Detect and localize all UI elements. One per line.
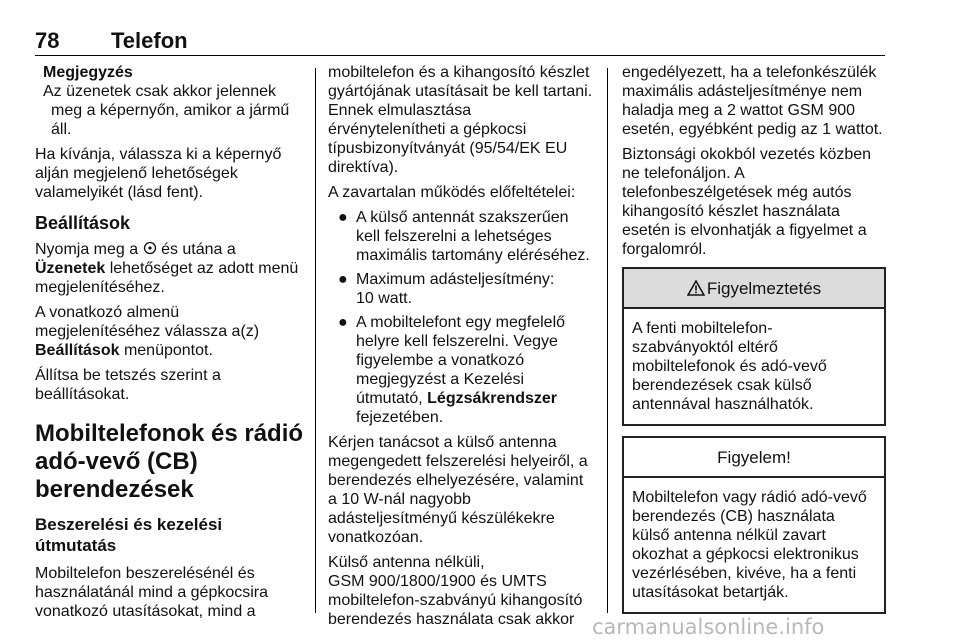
paragraph: mobiltelefon és a kihangosító készlet gyártójának utasításait be kell tartani. Ennek elmulasztása érvénytelenítheti a gépkocsi típusbizonyítványát (95/54/EK EU direktíva).	[328, 64, 593, 176]
section-title: Telefon	[111, 28, 188, 53]
note-line: áll.	[51, 121, 72, 138]
home-icon	[143, 241, 157, 255]
warning-body: A fenti mobiltelefon- szabványoktól eltérő mobiltelefonok és adó-vevő berendezések csak külső antennával használhatók.	[632, 320, 827, 413]
caution-header	[624, 438, 884, 478]
paragraph: Nyomja meg a és utána a Üzenetek lehetőséget az adott menü megjelenítéséhez.	[35, 241, 299, 296]
caution-title: Figyelem!	[717, 447, 791, 467]
note-title: Megjegyzés	[43, 64, 133, 81]
paragraph: Mobiltelefon beszerelésénél és használatánál mind a gépkocsira vonatkozó utasításokat, mind a	[35, 565, 269, 620]
list-item: ● A mobiltelefont egy megfelelő helyre kell felszerelni. Vegye figyelembe a vonatkozó megjegyzést a Kezelési útmutató, Légzsákrendszer fejezetében.	[338, 314, 566, 426]
column-2	[328, 63, 600, 635]
paragraph: A vonatkozó almenü megjelenítéséhez válassza a(z) Beállítások menüpontot.	[35, 304, 260, 359]
column-1	[35, 63, 305, 627]
header-rule	[35, 55, 885, 56]
page-number: 78	[35, 28, 60, 53]
heading-settings: Beállítások	[35, 213, 131, 233]
paragraph: A zavartalan működés előfeltételei:	[328, 184, 576, 201]
note	[35, 63, 305, 139]
paragraph: Külső antenna nélküli, GSM 900/1800/1900 és UMTS mobiltelefon-szabványú kihangosító berendezés használata csak akkor	[328, 554, 583, 628]
column-divider-2	[607, 68, 608, 613]
list-item: ● A külső antennát szakszerűen kell felszerelni a lehetséges maximális tartomány eléréséhez.	[338, 209, 590, 264]
list-item: ● Maximum adásteljesítmény: 10 watt.	[338, 271, 555, 307]
requirements-list	[328, 208, 600, 427]
warning-title: Figyelmeztetés	[706, 278, 822, 298]
paragraph: engedélyezett, ha a telefonkészülék maximális adásteljesítménye nem haladja meg a 2 wattot GSM 900 esetén, egyébként pedig az 1 wattot.	[622, 64, 883, 138]
paragraph: Biztonsági okokból vezetés közben ne telefonáljon. A telefonbeszélgetések még autós kihangosító készlet használata esetén is elvonhatják a figyelmet a forgalomról.	[622, 146, 872, 258]
note-line: Az üzenetek csak akkor jelennek	[43, 83, 277, 100]
watermark: carmanualsonline.info	[592, 615, 825, 639]
caution-body: Mobiltelefon vagy rádió adó-vevő berendezés (CB) használata külső antenna nélkül zavart okozhat a gépkocsi elektronikus vezérlésében, kivéve, ha a fenti utasításokat betartják.	[632, 489, 867, 601]
heading-installation: Beszerelési és kezelési útmutatás	[35, 515, 223, 555]
paragraph: Ha kívánja, válassza ki a képernyő alján megjelenő lehetőségek valamelyikét (lásd fent).	[35, 146, 282, 201]
warning-box	[622, 267, 886, 426]
column-divider-1	[315, 68, 316, 613]
paragraph: Állítsa be tetszés szerint a beállításokat.	[35, 367, 221, 403]
heading-mobile-phones: Mobiltelefonok és rádió adó-vevő (CB) berendezések	[35, 420, 304, 503]
paragraph: Kérjen tanácsot a külső antenna megengedett felszerelési helyeiről, a berendezés elhelyezésére, valamint a 10 W-nál nagyobb adásteljesítményű készülékekre vonatkozóan.	[328, 434, 588, 546]
note-line: meg a képernyőn, amikor a jármű	[51, 102, 290, 119]
warning-header	[624, 269, 884, 309]
caution-box	[622, 436, 886, 614]
warning-icon	[687, 280, 705, 296]
column-3	[622, 63, 886, 614]
